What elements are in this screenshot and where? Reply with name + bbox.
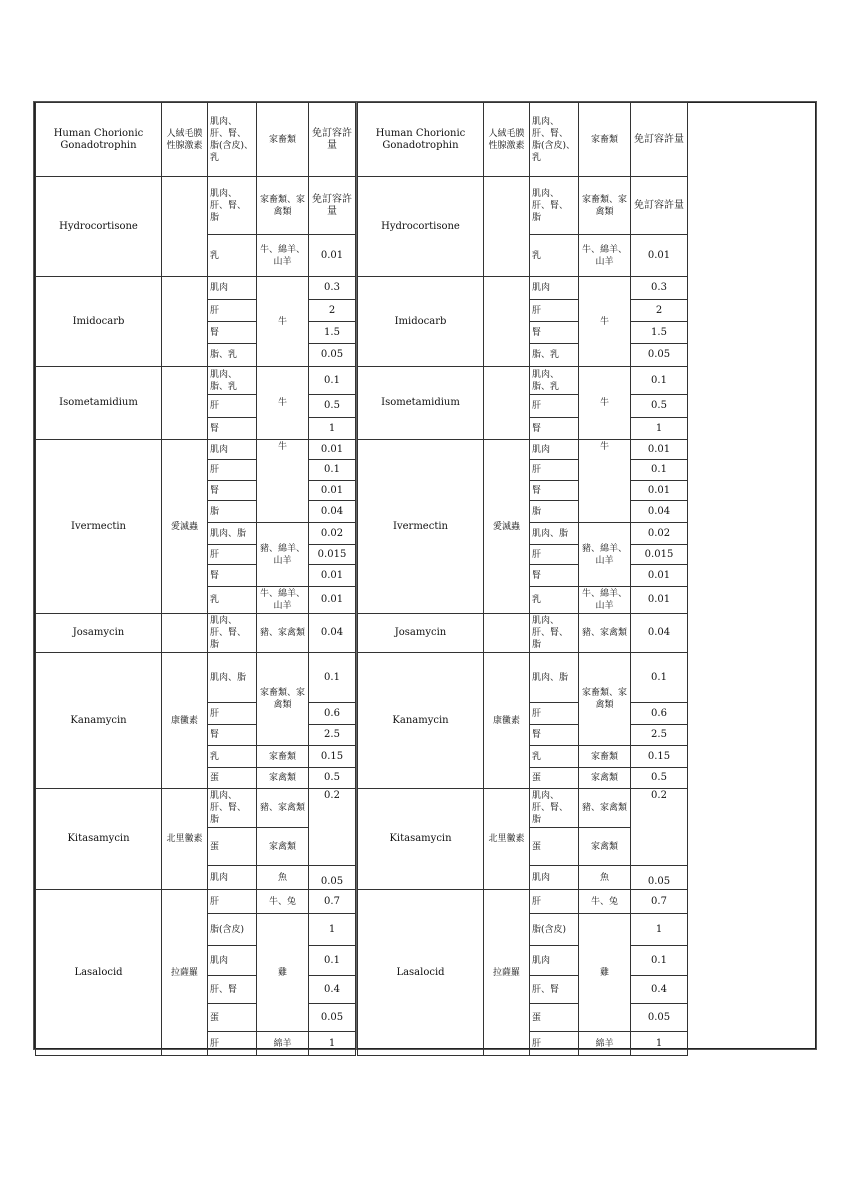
drug-name-cell: Isometamidium [36,367,162,440]
drug-name-cell: Imidocarb [358,277,484,367]
tissue-cell: 乳 [530,235,579,277]
tissue-cell: 脂(含皮) [530,914,579,946]
chinese-name-cell: 人絨毛膜性腺激素 [162,103,208,177]
tissue-cell: 肌肉 [530,946,579,976]
animal-cell: 家畜類、家禽類 [579,653,631,746]
tissue-cell: 肝、腎 [208,976,257,1004]
limit-cell: 0.7 [631,890,688,914]
tissue-cell: 肌肉、肝、腎、脂(含皮)、乳 [208,103,257,177]
animal-cell: 綿羊 [579,1032,631,1056]
tissue-cell: 肝 [530,300,579,322]
limit-cell: 1 [309,418,356,440]
drug-name-cell: Ivermectin [358,440,484,614]
animal-cell: 豬、綿羊、山羊 [257,523,309,587]
limit-cell: 0.01 [309,481,356,501]
tissue-cell: 肌肉、脂 [530,653,579,703]
limit-cell: 0.3 [631,277,688,300]
tissue-cell: 肝 [208,703,257,725]
tissue-cell: 腎 [208,322,257,344]
animal-cell: 牛、綿羊、山羊 [257,235,309,277]
drug-name-cell: Kanamycin [358,653,484,789]
tissue-cell: 肌肉 [530,277,579,300]
limit-cell: 0.1 [309,653,356,703]
limit-cell: 0.4 [631,976,688,1004]
tissue-cell: 乳 [208,235,257,277]
limit-cell: 0.1 [631,946,688,976]
limit-cell: 0.6 [309,703,356,725]
drug-name-cell: Kanamycin [36,653,162,789]
mrl-table-left [35,102,356,1056]
tissue-cell: 肌肉、脂、乳 [530,367,579,395]
tissue-cell: 乳 [530,746,579,768]
limit-cell: 0.1 [309,946,356,976]
animal-cell: 綿羊 [257,1032,309,1056]
chinese-name-cell: 北里黴素 [484,789,530,890]
tissue-cell: 乳 [208,746,257,768]
tissue-cell: 脂 [530,501,579,523]
tissue-cell: 肌肉 [208,440,257,460]
animal-cell: 家禽類 [579,828,631,866]
tissue-cell: 肌肉、肝、腎、脂 [208,177,257,235]
chinese-name-cell: 北里黴素 [162,789,208,890]
tissue-cell: 肌肉 [530,440,579,460]
chinese-name-cell: 拉薩羅 [484,890,530,1056]
limit-cell: 0.01 [309,235,356,277]
tissue-cell: 腎 [208,725,257,746]
limit-cell: 0.01 [309,565,356,587]
tissue-cell: 蛋 [208,828,257,866]
limit-cell: 0.02 [631,523,688,545]
animal-cell: 家畜類、家禽類 [579,177,631,235]
animal-cell: 家畜類 [579,746,631,768]
drug-name-cell: Imidocarb [36,277,162,367]
tissue-cell: 蛋 [208,1004,257,1032]
limit-cell: 0.04 [631,501,688,523]
chinese-name-cell [162,367,208,440]
tissue-cell: 肌肉、肝、腎、脂(含皮)、乳 [530,103,579,177]
tissue-cell: 肌肉、脂 [208,653,257,703]
chinese-name-cell: 愛滅蟲 [484,440,530,614]
tissue-cell: 肌肉、脂 [208,523,257,545]
tissue-cell: 乳 [530,587,579,614]
tissue-cell: 肌肉、肝、腎、脂 [530,614,579,653]
tissue-cell: 腎 [208,418,257,440]
limit-cell: 1 [631,418,688,440]
animal-cell: 雞 [257,914,309,1032]
tissue-cell: 蛋 [530,1004,579,1032]
drug-name-cell: Human Chorionic Gonadotrophin [358,103,484,177]
animal-cell: 家禽類 [579,768,631,789]
limit-cell: 0.1 [631,460,688,481]
tissue-cell: 肝 [208,545,257,565]
tissue-cell: 肌肉、肝、腎、脂 [530,789,579,828]
limit-cell: 0.01 [631,481,688,501]
limit-cell: 0.05 [631,1004,688,1032]
tissue-cell: 乳 [208,587,257,614]
limit-cell: 0.04 [309,614,356,653]
animal-cell: 魚 [579,866,631,890]
limit-cell: 0.1 [631,367,688,395]
chinese-name-cell [162,177,208,277]
tissue-cell: 肌肉、肝、腎、脂 [208,614,257,653]
tissue-cell: 脂、乳 [208,344,257,367]
chinese-name-cell [484,277,530,367]
animal-cell: 家畜類、家禽類 [257,653,309,746]
animal-cell: 家禽類 [257,828,309,866]
animal-cell: 牛 [257,277,309,367]
animal-cell: 牛 [579,440,631,523]
animal-cell: 豬、綿羊、山羊 [579,523,631,587]
limit-cell: 0.7 [309,890,356,914]
animal-cell: 魚 [257,866,309,890]
limit-cell: 0.05 [309,866,356,890]
animal-cell: 牛 [579,367,631,440]
animal-cell: 家畜類 [579,103,631,177]
tissue-cell: 蛋 [208,768,257,789]
tissue-cell: 肌肉 [208,866,257,890]
limit-cell: 1 [309,1032,356,1056]
chinese-name-cell: 康黴素 [162,653,208,789]
tissue-cell: 脂 [208,501,257,523]
limit-cell: 0.15 [309,746,356,768]
chinese-name-cell: 拉薩羅 [162,890,208,1056]
tissue-cell: 腎 [208,565,257,587]
tissue-cell: 腎 [530,725,579,746]
limit-cell: 0.4 [309,976,356,1004]
limit-cell: 0.05 [631,344,688,367]
tissue-cell: 肌肉、脂、乳 [208,367,257,395]
tissue-cell: 肌肉、脂 [530,523,579,545]
tissue-cell: 肝 [208,300,257,322]
tissue-cell: 肝 [530,703,579,725]
limit-cell: 0.15 [631,746,688,768]
animal-cell: 豬、家禽類 [579,614,631,653]
tissue-cell: 肝 [208,460,257,481]
tissue-cell: 腎 [530,322,579,344]
limit-cell: 0.01 [309,587,356,614]
tissue-cell: 肝 [530,1032,579,1056]
tissue-cell: 脂、乳 [530,344,579,367]
animal-cell: 牛、綿羊、山羊 [579,235,631,277]
limit-cell: 0.01 [631,235,688,277]
limit-cell: 2.5 [631,725,688,746]
limit-cell: 1.5 [309,322,356,344]
chinese-name-cell: 人絨毛膜性腺激素 [484,103,530,177]
chinese-name-cell [162,614,208,653]
tissue-cell: 肝 [208,890,257,914]
chinese-name-cell: 愛滅蟲 [162,440,208,614]
drug-name-cell: Ivermectin [36,440,162,614]
tissue-cell: 肝 [208,395,257,418]
limit-cell: 免訂容許量 [309,177,356,235]
tissue-cell: 肝、腎 [530,976,579,1004]
tissue-cell: 腎 [530,418,579,440]
limit-cell: 0.05 [309,1004,356,1032]
limit-cell: 0.2 [631,789,688,866]
limit-cell: 免訂容許量 [631,103,688,177]
tissue-cell: 肌肉、肝、腎、脂 [208,789,257,828]
tissue-cell: 腎 [530,481,579,501]
drug-name-cell: Josamycin [358,614,484,653]
limit-cell: 1 [631,914,688,946]
drug-name-cell: Josamycin [36,614,162,653]
limit-cell: 0.02 [309,523,356,545]
limit-cell: 0.5 [309,395,356,418]
drug-name-cell: Isometamidium [358,367,484,440]
limit-cell: 2 [631,300,688,322]
limit-cell: 0.04 [309,501,356,523]
tissue-cell: 蛋 [530,768,579,789]
tissue-cell: 肝 [530,395,579,418]
limit-cell: 2 [309,300,356,322]
limit-cell: 0.015 [309,545,356,565]
animal-cell: 牛、綿羊、山羊 [579,587,631,614]
limit-cell: 0.1 [309,460,356,481]
drug-name-cell: Hydrocortisone [36,177,162,277]
limit-cell: 0.5 [631,395,688,418]
drug-name-cell: Lasalocid [358,890,484,1056]
animal-cell: 牛、綿羊、山羊 [257,587,309,614]
animal-cell: 雞 [579,914,631,1032]
limit-cell: 0.05 [631,866,688,890]
limit-cell: 1.5 [631,322,688,344]
tissue-cell: 腎 [530,565,579,587]
chinese-name-cell [484,614,530,653]
chinese-name-cell: 康黴素 [484,653,530,789]
animal-cell: 家畜類 [257,103,309,177]
animal-cell: 牛 [257,367,309,440]
drug-name-cell: Human Chorionic Gonadotrophin [36,103,162,177]
limit-cell: 0.1 [309,367,356,395]
tissue-cell: 腎 [208,481,257,501]
limit-cell: 1 [631,1032,688,1056]
animal-cell: 家禽類 [257,768,309,789]
tissue-cell: 肌肉 [530,866,579,890]
tissue-cell: 蛋 [530,828,579,866]
animal-cell: 牛 [257,440,309,523]
tissue-cell: 肝 [530,545,579,565]
tissue-cell: 肌肉 [208,277,257,300]
limit-cell: 免訂容許量 [631,177,688,235]
limit-cell: 0.04 [631,614,688,653]
drug-name-cell: Kitasamycin [358,789,484,890]
limit-cell: 0.1 [631,653,688,703]
animal-cell: 家畜類 [257,746,309,768]
mrl-table-right [357,102,688,1056]
limit-cell: 0.01 [631,565,688,587]
limit-cell: 2.5 [309,725,356,746]
tissue-cell: 肌肉、肝、腎、脂 [530,177,579,235]
animal-cell: 豬、家禽類 [257,614,309,653]
limit-cell: 0.01 [309,440,356,460]
limit-cell: 0.05 [309,344,356,367]
tissue-cell: 肝 [530,890,579,914]
limit-cell: 1 [309,914,356,946]
limit-cell: 0.6 [631,703,688,725]
chinese-name-cell [162,277,208,367]
tissue-cell: 肝 [208,1032,257,1056]
drug-name-cell: Kitasamycin [36,789,162,890]
tissue-cell: 脂(含皮) [208,914,257,946]
limit-cell: 0.5 [631,768,688,789]
tissue-cell: 肝 [530,460,579,481]
animal-cell: 豬、家禽類 [579,789,631,828]
animal-cell: 牛、兔 [257,890,309,914]
limit-cell: 0.01 [631,440,688,460]
limit-cell: 免訂容許量 [309,103,356,177]
animal-cell: 牛、兔 [579,890,631,914]
animal-cell: 牛 [579,277,631,367]
limit-cell: 0.015 [631,545,688,565]
tissue-cell: 肌肉 [208,946,257,976]
drug-name-cell: Lasalocid [36,890,162,1056]
chinese-name-cell [484,367,530,440]
chinese-name-cell [484,177,530,277]
limit-cell: 0.5 [309,768,356,789]
limit-cell: 0.3 [309,277,356,300]
limit-cell: 0.01 [631,587,688,614]
animal-cell: 家畜類、家禽類 [257,177,309,235]
drug-name-cell: Hydrocortisone [358,177,484,277]
animal-cell: 豬、家禽類 [257,789,309,828]
limit-cell: 0.2 [309,789,356,866]
